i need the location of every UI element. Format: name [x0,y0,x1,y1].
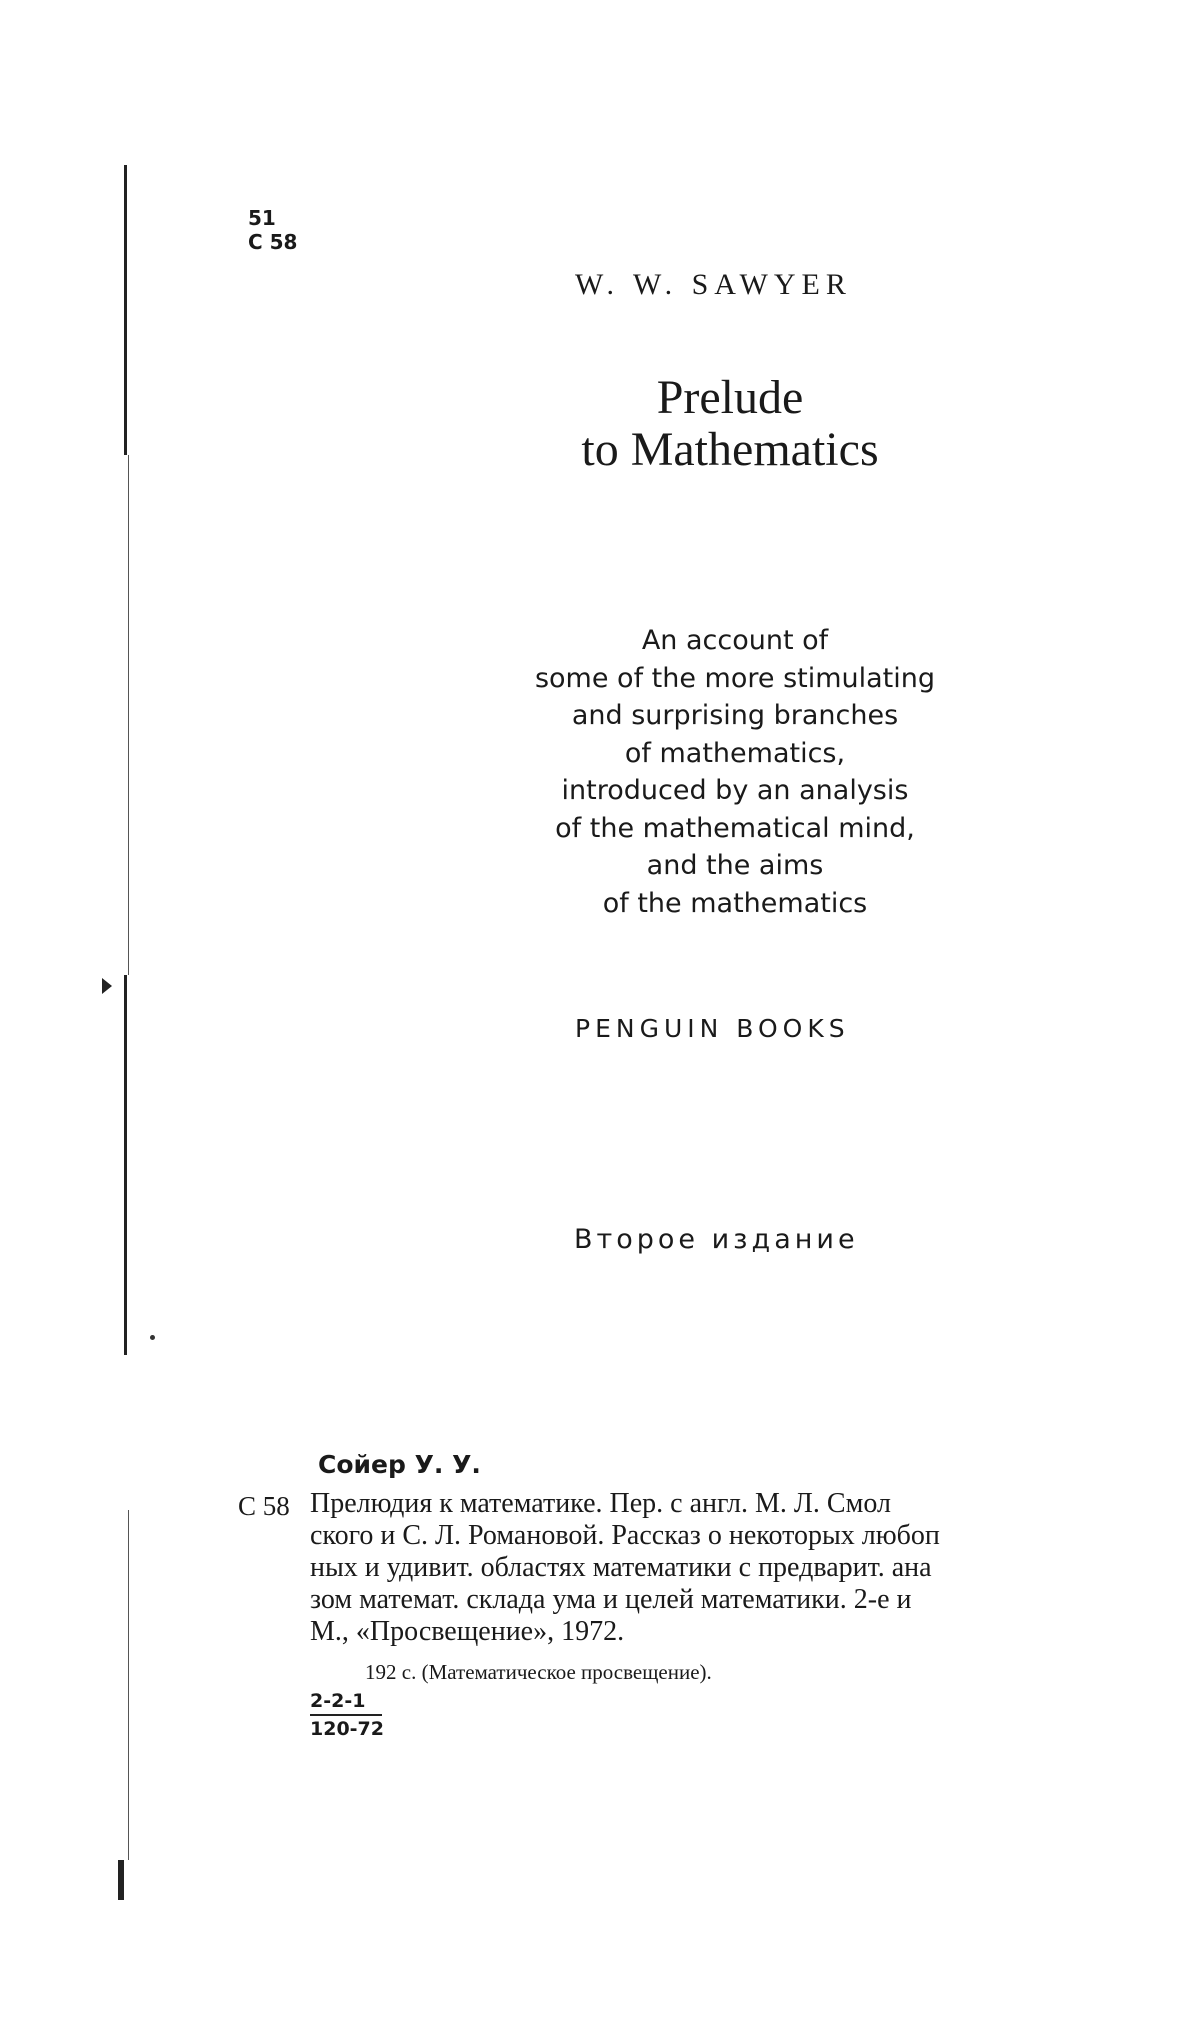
binding-edge [124,165,127,455]
fraction-denominator: 120-72 [310,1718,384,1740]
subtitle-line: and the aims [646,850,824,881]
subtitle-line: of the mathematical mind, [555,812,915,844]
catalog-fraction [310,1690,384,1740]
title-line: Prelude [656,371,804,424]
title-line: to Mathematics [581,423,879,476]
subtitle-line: of the mathematics [602,887,868,919]
binding-edge [118,1860,124,1900]
scan-speck [150,1335,155,1340]
publisher-name: PENGUIN BOOKS [575,1014,850,1043]
fraction-numerator: 2-2-1 [310,1690,382,1716]
binding-edge [128,1510,129,1860]
description-line: зом математ. склада ума и целей математики. 2-е и [310,1584,912,1615]
description-line: М., «Просвещение», 1972. [310,1616,625,1647]
catalog-heading: Сойер У. У. [318,1450,481,1479]
book-subtitle [490,622,980,922]
subtitle-line: An account of [641,625,829,656]
catalog-code: С 58 [238,1491,290,1521]
description-line: Прелюдия к математике. Пер. с англ. М. Л. Смол [310,1488,891,1519]
scan-mark-icon [102,978,112,994]
udc-number: 51 [248,206,276,230]
subtitle-line: and surprising branches [571,700,899,731]
description-line: ского и С. Л. Романовой. Рассказ о некоторых любоп [310,1520,940,1551]
udc-classification [248,206,297,254]
binding-edge [128,455,129,975]
subtitle-line: some of the more stimulating [534,662,936,694]
book-title [540,372,920,476]
edition-label: Второе издание [574,1224,859,1255]
author-name: W. W. SAWYER [575,268,852,301]
binding-edge [124,975,127,1355]
catalog-description [310,1488,1090,1648]
description-line: ных и удивит. областях математики с предварит. ана [310,1552,932,1583]
library-code: С 58 [248,230,298,254]
subtitle-line: introduced by an analysis [561,775,909,806]
pages-series: 192 с. (Математическое просвещение). [365,1660,712,1684]
subtitle-line: of mathematics, [624,737,846,769]
